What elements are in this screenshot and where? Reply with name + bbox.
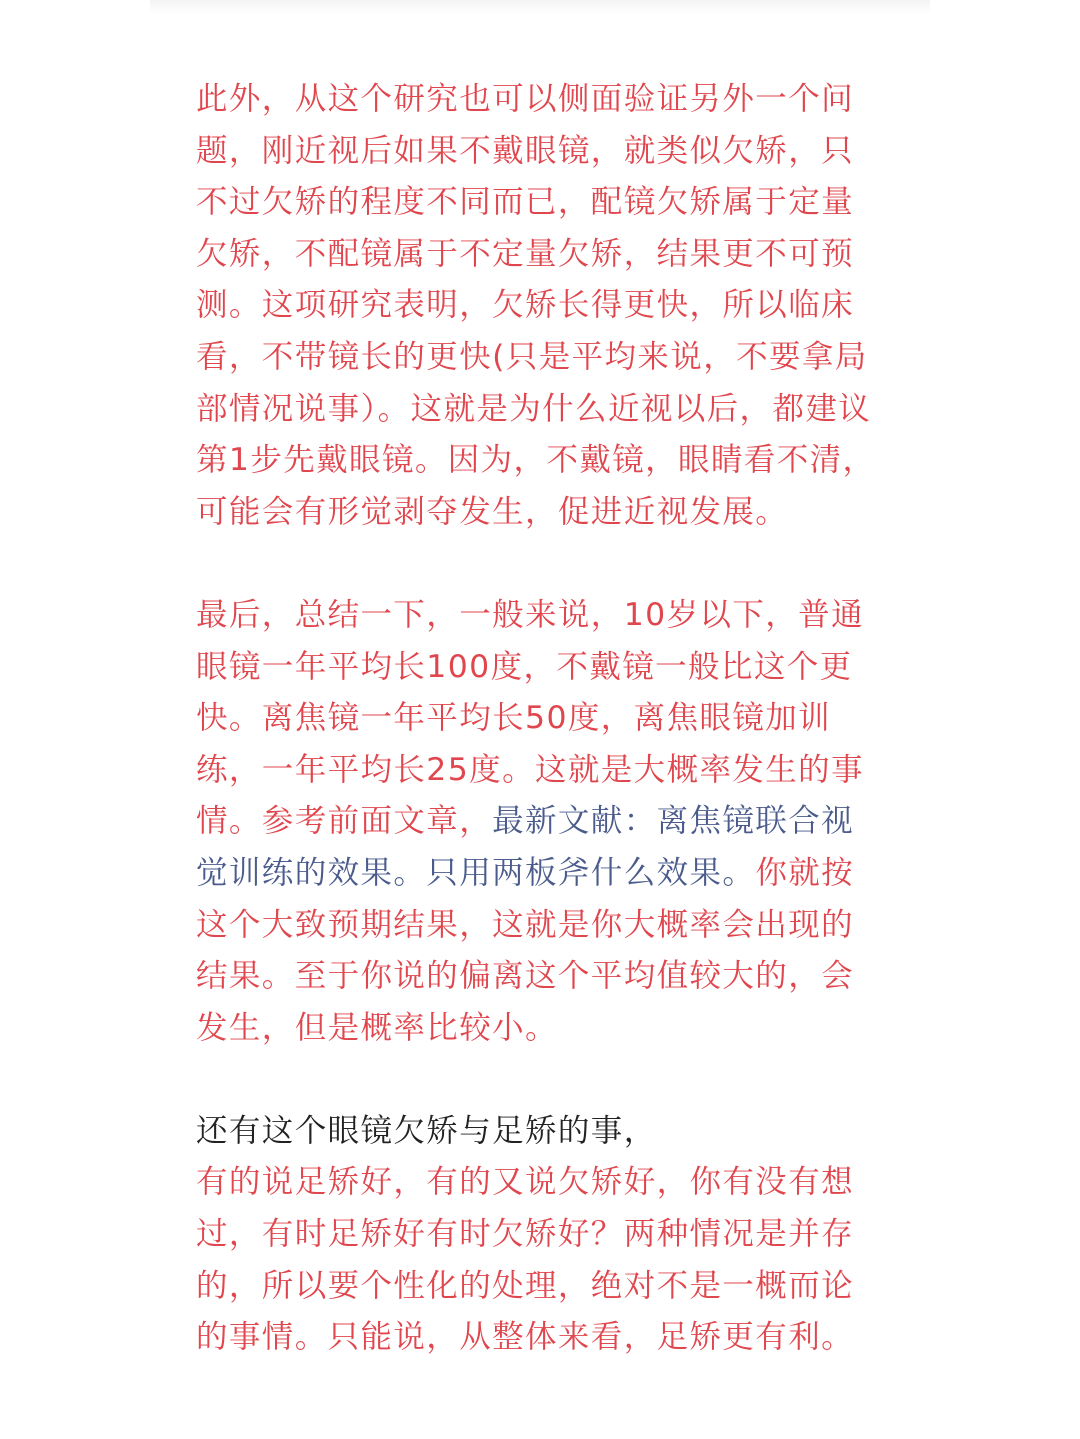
reference-article-link[interactable]: 最新文献：离焦镜联合视觉训练的效果。只用两板斧什么效果。 — [196, 803, 855, 891]
top-divider-shadow — [150, 0, 930, 14]
paragraph-correction-text: 有的说足矫好，有的又说欠矫好，你有没有想过，有时足矫好有时欠矫好？两种情况是并存的，所以要个性化的处理，绝对不是一概而论的事情。只能说，从整体来看，足矫更有利。 — [196, 1164, 855, 1356]
article-body — [196, 74, 886, 1364]
paragraph-full-vs-under-correction — [196, 1106, 886, 1364]
paragraph-summary — [196, 590, 886, 1054]
paragraph-undercorrection-text: 此外，从这个研究也可以侧面验证另外一个问题，刚近视后如果不戴眼镜，就类似欠矫，只不过欠矫的程度不同而已，配镜欠矫属于定量欠矫，不配镜属于不定量欠矫，结果更不可预测。这项研究表明，欠矫长得更快，所以临床看，不带镜长的更快(只是平均来说，不要拿局部情况说事）。这就是为什么近视以后，都建议第1步先戴眼镜。因为，不戴镜，眼睛看不清，可能会有形觉剥夺发生，促进近视发展。 — [196, 81, 876, 530]
summary-text-after-link: 你就按这个大致预期结果，这就是你大概率会出现的结果。至于你说的偏离这个平均值较大的，会发生，但是概率比较小。 — [196, 854, 855, 1046]
paragraph-intro-line: 还有这个眼镜欠矫与足矫的事， — [196, 1112, 657, 1149]
paragraph-undercorrection — [196, 74, 886, 538]
summary-text-before-link: 最后，总结一下，一般来说，10岁以下，普通眼镜一年平均长100度，不戴镜一般比这个更快。离焦镜一年平均长50度，离焦眼镜加训练，一年平均长25度。这就是大概率发生的事情。参考前面文章， — [196, 596, 864, 840]
